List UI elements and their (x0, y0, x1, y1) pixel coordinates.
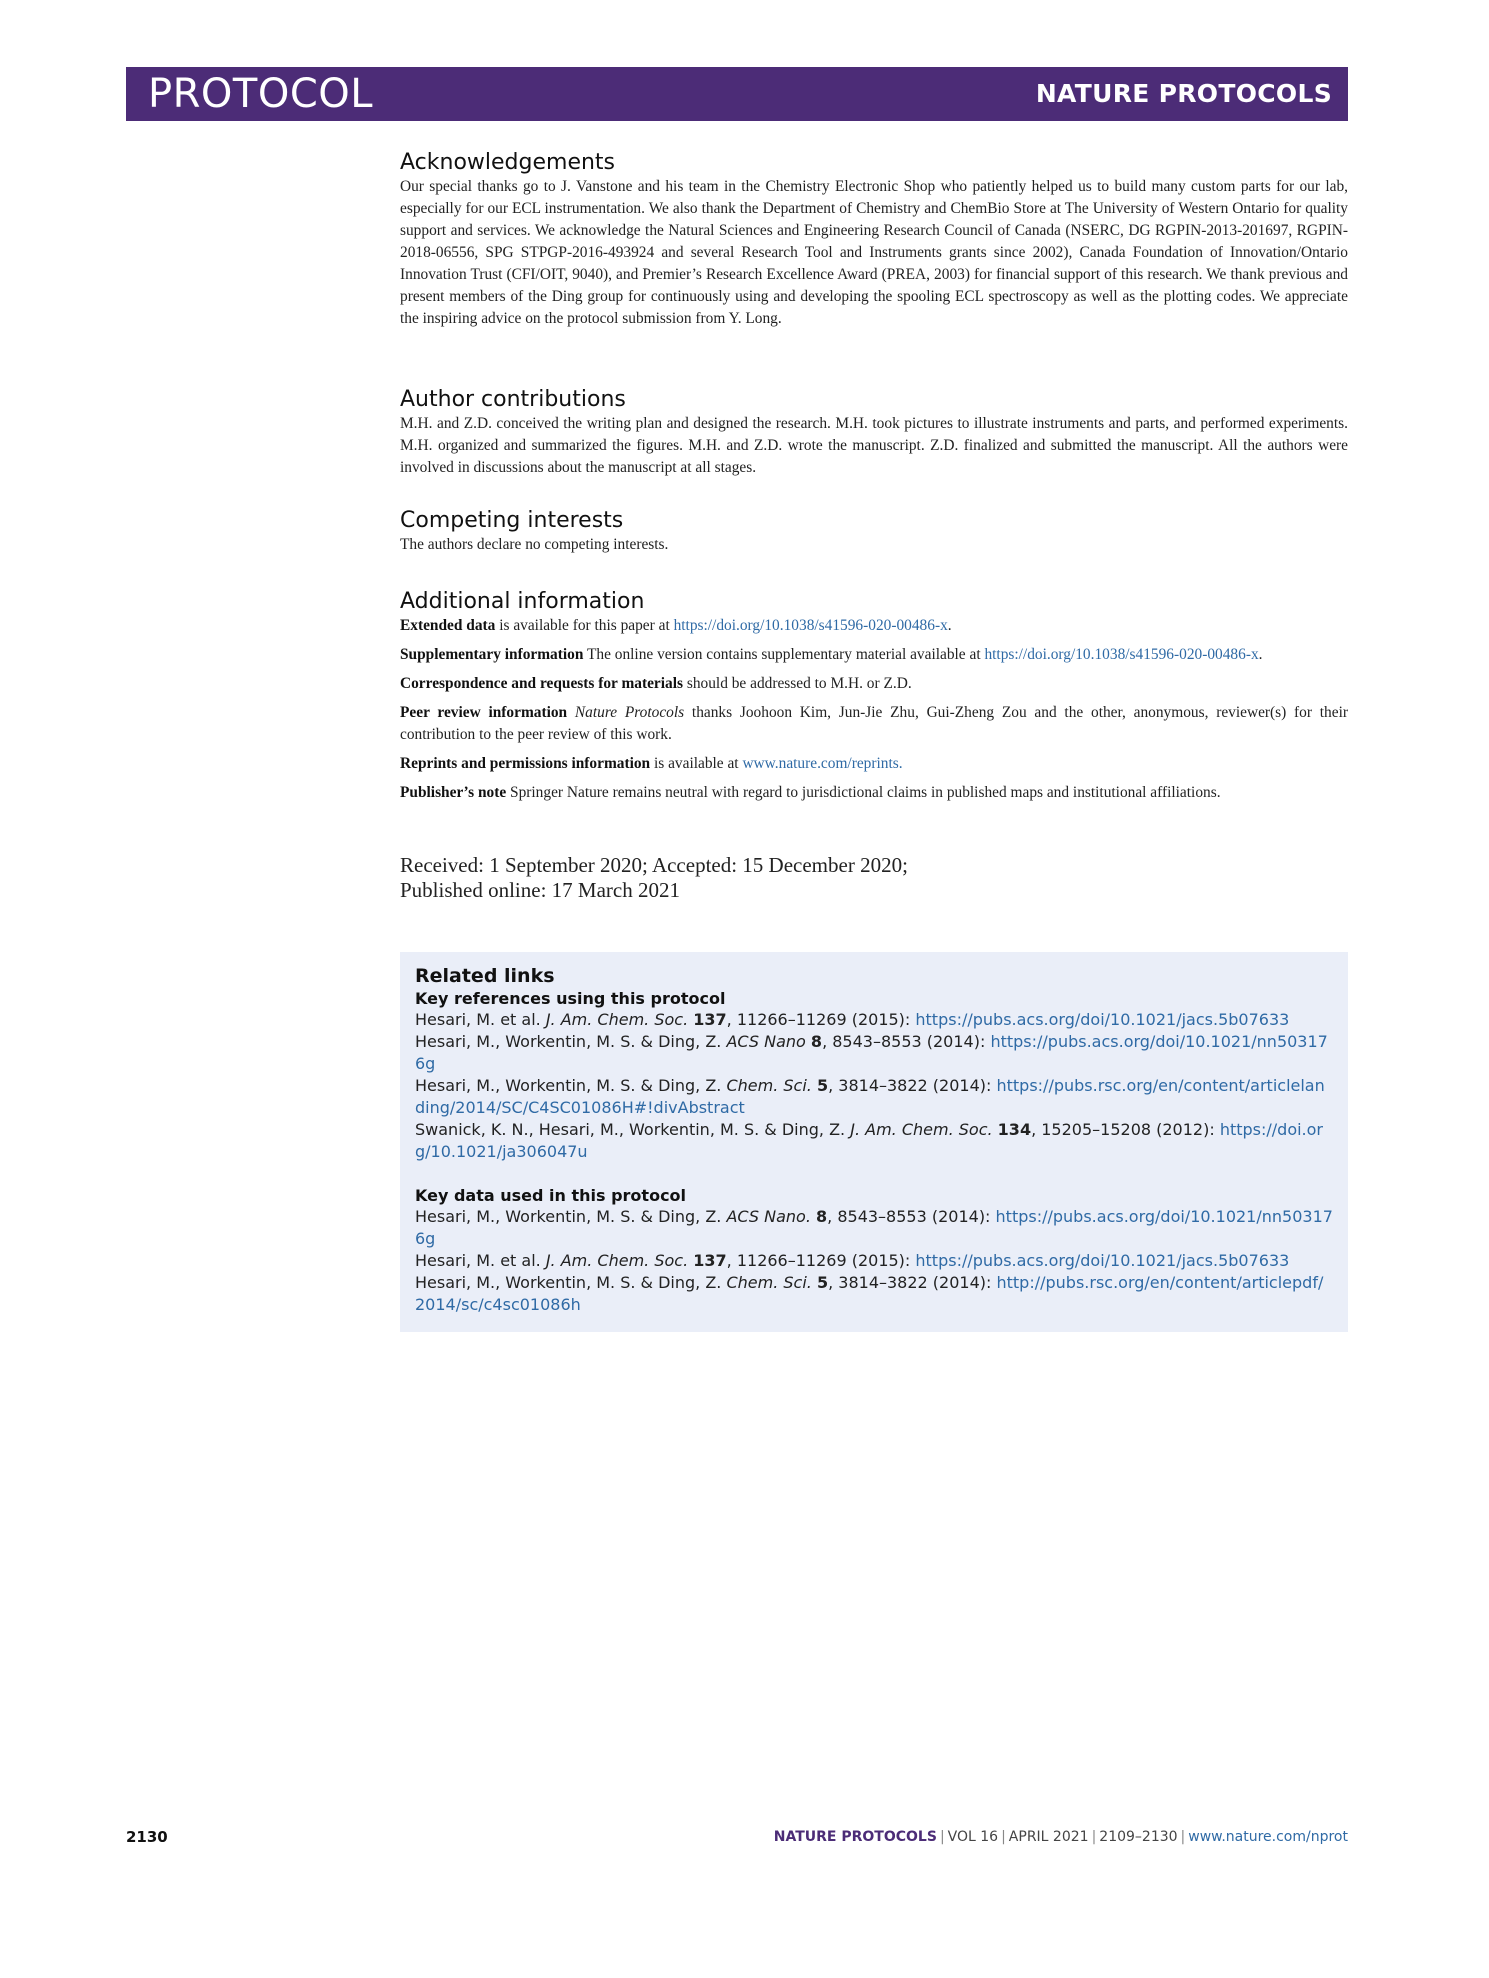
footer-separator: | (1180, 1829, 1186, 1845)
reference-item (415, 1206, 1333, 1250)
competing-interests-text: The authors declare no competing interests. (400, 536, 669, 553)
acknowledgements-heading: Acknowledgements (400, 150, 616, 175)
reference-pages-year: , 15205–15208 (2012): (1031, 1120, 1220, 1139)
author-contributions-section (400, 387, 1348, 479)
reference-authors: Hesari, M., Workentin, M. S. & Ding, Z. (415, 1207, 727, 1226)
extended-data-end: . (947, 617, 952, 634)
reference-item (415, 1075, 1333, 1119)
publisher-note-label: Publisher’s note (400, 784, 507, 801)
received-accepted-dates: Received: 1 September 2020; Accepted: 15 December 2020; (400, 853, 908, 877)
peer-review-line (400, 702, 1348, 746)
reference-item (415, 1119, 1333, 1163)
reference-authors: Hesari, M., Workentin, M. S. & Ding, Z. (415, 1032, 727, 1051)
reference-item (415, 1250, 1333, 1272)
reference-volume: 137 (693, 1010, 727, 1029)
publisher-note-text: Springer Nature remains neutral with regard to jurisdictional claims in published maps and institutional affiliations. (506, 784, 1221, 801)
reference-journal: Chem. Sci. (726, 1076, 812, 1095)
reprints-line (400, 753, 1348, 775)
reference-pages-year: , 8543–8553 (2014): (827, 1207, 996, 1226)
footer-journal: NATURE PROTOCOLS (773, 1829, 937, 1845)
reference-link[interactable]: https://pubs.acs.org/doi/10.1021/jacs.5b07633 (915, 1010, 1290, 1029)
author-contributions-text: M.H. and Z.D. conceived the writing plan and designed the research. M.H. took pictures to illustrate instruments and parts, and performed experiments. M.H. organized and summarized the figures. M.H. and Z.D. wrote the manuscript. Z.D. finalized and submitted the manuscript. All the authors were involved in discussions about the manuscript at all stages. (400, 415, 1348, 476)
key-data-heading: Key data used in this protocol (415, 1186, 687, 1205)
correspondence-label: Correspondence and requests for materials (400, 675, 683, 692)
journal-name: NATURE PROTOCOLS (1035, 79, 1332, 108)
reference-journal: ACS Nano. (726, 1207, 811, 1226)
supplementary-text: The online version contains supplementary material available at (583, 646, 985, 663)
footer-url[interactable]: www.nature.com/nprot (1188, 1829, 1348, 1845)
publisher-note-line (400, 782, 1348, 804)
reference-authors: Swanick, K. N., Hesari, M., Workentin, M. S. & Ding, Z. (415, 1120, 851, 1139)
reference-volume: 8 (816, 1207, 828, 1226)
peer-review-journal: Nature Protocols (574, 704, 685, 721)
reference-item (415, 1272, 1333, 1316)
extended-data-label: Extended data (400, 617, 496, 634)
reference-authors: Hesari, M. et al. (415, 1010, 546, 1029)
peer-review-label: Peer review information (400, 704, 568, 721)
published-online-date: Published online: 17 March 2021 (400, 878, 680, 902)
reference-authors: Hesari, M., Workentin, M. S. & Ding, Z. (415, 1273, 727, 1292)
reference-item (415, 1031, 1333, 1075)
reference-volume: 5 (816, 1273, 829, 1292)
additional-information-heading: Additional information (400, 589, 645, 614)
reference-journal: ACS Nano (726, 1032, 806, 1051)
publication-dates (400, 853, 1348, 903)
key-data-list (415, 1206, 1333, 1316)
supplementary-label: Supplementary information (400, 646, 584, 663)
footer-pages: 2109–2130 (1099, 1829, 1178, 1845)
reference-volume: 137 (693, 1251, 727, 1270)
reference-link[interactable]: https://pubs.acs.org/doi/10.1021/jacs.5b07633 (915, 1251, 1290, 1270)
reprints-label: Reprints and permissions information (400, 755, 651, 772)
reference-volume: 134 (997, 1120, 1032, 1139)
supplementary-end: . (1258, 646, 1263, 663)
reference-journal: J. Am. Chem. Soc. (545, 1251, 689, 1270)
key-references-heading: Key references using this protocol (415, 989, 726, 1008)
reference-link[interactable]: https://pubs.rsc.org/en/content/articlelanding/2014/SC/C4SC01086H#!divAbstract (415, 1076, 1325, 1117)
supplementary-line (400, 644, 1348, 666)
acknowledgements-section (400, 150, 1348, 330)
extended-data-line (400, 615, 1348, 637)
competing-interests-heading: Competing interests (400, 508, 624, 533)
reference-pages-year: , 8543–8553 (2014): (822, 1032, 991, 1051)
related-links-box (400, 952, 1348, 1332)
peer-review-text: thanks Joohoon Kim, Jun-Jie Zhu, Gui-Zheng Zou and the other, anonymous, reviewer(s) for their contribution to the peer review of this work. (400, 704, 1348, 743)
footer-separator: | (939, 1829, 945, 1845)
reference-authors: Hesari, M., Workentin, M. S. & Ding, Z. (415, 1076, 727, 1095)
header-banner (126, 67, 1348, 121)
section-label: PROTOCOL (148, 71, 374, 117)
reference-pages-year: , 3814–3822 (2014): (828, 1076, 997, 1095)
acknowledgements-text: Our special thanks go to J. Vanstone and his team in the Chemistry Electronic Shop who patiently helped us to build many custom parts for our lab, especially for our ECL instrumentation. We also thank the Department of Chemistry and ChemBio Store at The University of Western Ontario for quality support and services. We acknowledge the Natural Sciences and Engineering Research Council of Canada (NSERC, DG RGPIN-2013-201697, RGPIN-2018-06556, SPG STPGP-2016-493924 and several Research Tool and Instruments grants since 2002), Canada Foundation of Innovation/Ontario Innovation Trust (CFI/OIT, 9040), and Premier’s Research Excellence Award (PREA, 2003) for financial support of this research. We thank previous and present members of the Ding group for continuously using and developing the spooling ECL spectroscopy as well as the plotting codes. We appreciate the inspiring advice on the protocol submission from Y. Long. (400, 178, 1348, 327)
extended-data-text: is available for this paper at (495, 617, 674, 634)
reference-link[interactable]: https://doi.org/10.1021/ja306047u (415, 1120, 1324, 1161)
reprints-link[interactable]: www.nature.com/reprints. (742, 755, 903, 772)
correspondence-line (400, 673, 1348, 695)
reference-item (415, 1009, 1333, 1031)
correspondence-text: should be addressed to M.H. or Z.D. (683, 675, 912, 692)
author-contributions-heading: Author contributions (400, 387, 626, 412)
reference-pages-year: , 11266–11269 (2015): (726, 1010, 916, 1029)
reprints-text: is available at (650, 755, 743, 772)
reference-link[interactable]: https://pubs.acs.org/doi/10.1021/nn503176g (415, 1032, 1328, 1073)
key-references-list (415, 1009, 1333, 1163)
extended-data-link[interactable]: https://doi.org/10.1038/s41596-020-00486-x (673, 617, 948, 634)
footer-separator: | (1001, 1829, 1006, 1845)
footer-date: APRIL 2021 (1008, 1829, 1089, 1845)
page-number: 2130 (126, 1828, 168, 1846)
reference-authors: Hesari, M. et al. (415, 1251, 546, 1270)
additional-information-section (400, 589, 1348, 811)
supplementary-link[interactable]: https://doi.org/10.1038/s41596-020-00486-x (984, 646, 1259, 663)
related-links-title: Related links (415, 965, 555, 987)
reference-volume: 8 (810, 1032, 823, 1051)
reference-journal: J. Am. Chem. Soc. (850, 1120, 993, 1139)
reference-link[interactable]: https://pubs.acs.org/doi/10.1021/nn503176g (415, 1207, 1333, 1248)
footer-volume: VOL 16 (947, 1829, 999, 1845)
reference-volume: 5 (816, 1076, 829, 1095)
reference-pages-year: , 11266–11269 (2015): (726, 1251, 916, 1270)
reference-link[interactable]: http://pubs.rsc.org/en/content/articlepdf/2014/sc/c4sc01086h (415, 1273, 1324, 1314)
reference-journal: Chem. Sci. (726, 1273, 812, 1292)
footer-citation (774, 1829, 1348, 1845)
reference-journal: J. Am. Chem. Soc. (545, 1010, 689, 1029)
reference-pages-year: , 3814–3822 (2014): (828, 1273, 997, 1292)
competing-interests-section (400, 508, 1348, 556)
footer-separator: | (1091, 1829, 1097, 1845)
